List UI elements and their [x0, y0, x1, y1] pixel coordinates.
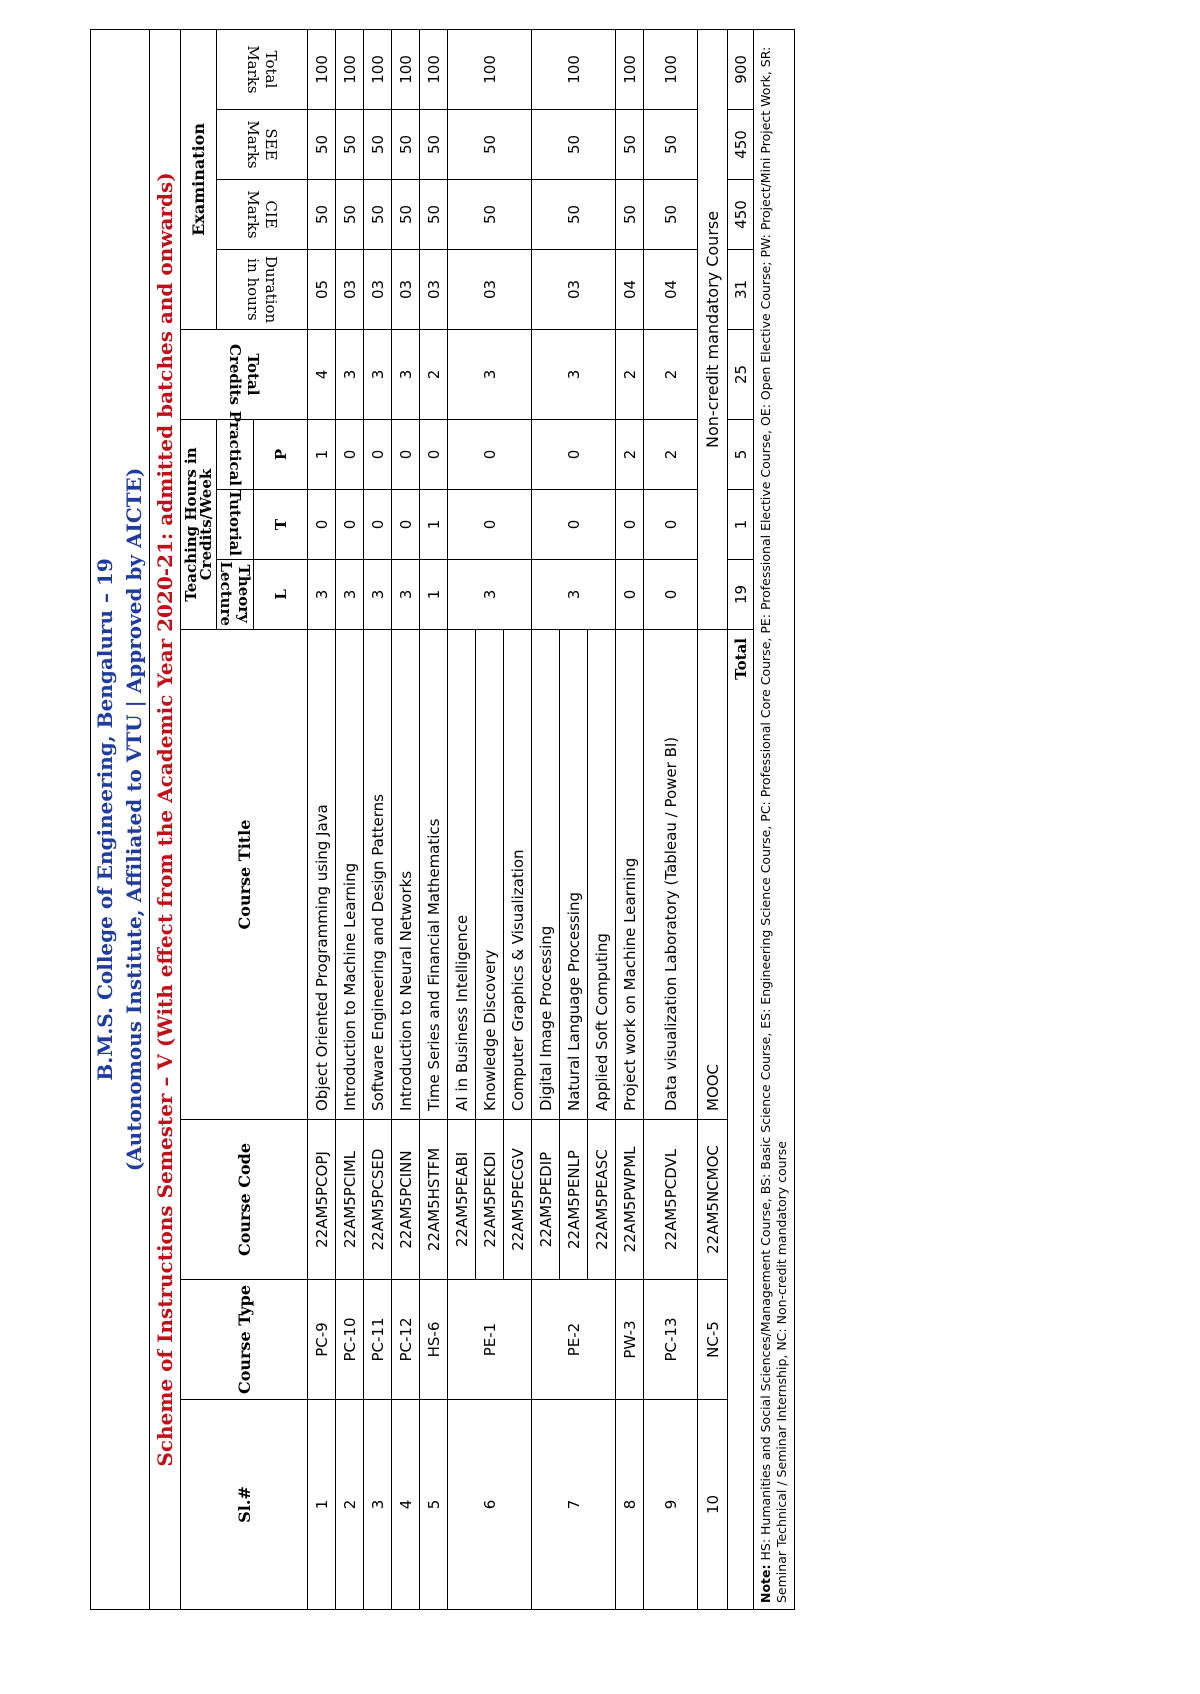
table-row [392, 29, 420, 1609]
row-see: 50 [532, 110, 616, 180]
row-course-code: 22AM5PCDVL [644, 1120, 698, 1280]
col-course-code: Course Code [181, 1120, 308, 1280]
col-sl: Sl.# [181, 1400, 308, 1610]
row-see: 50 [448, 110, 532, 180]
row-course-title: Introduction to Machine Learning [336, 630, 364, 1120]
row-course-code: 22AM5PEDIP [532, 1120, 560, 1280]
row-t: 1 [420, 490, 448, 560]
col-practical [217, 410, 254, 490]
practical-label: Practical [226, 410, 244, 486]
row-t: 0 [616, 490, 644, 560]
row-see: 50 [420, 110, 448, 180]
row-duration: 03 [448, 250, 532, 330]
row-see: 50 [308, 110, 336, 180]
row-credits: 3 [532, 330, 616, 420]
row-course-code: 22AM5PWPML [616, 1120, 644, 1280]
row-total-marks: 100 [364, 29, 392, 109]
row-p: 0 [448, 420, 532, 490]
row-sl: 2 [336, 1400, 364, 1610]
row-sl: 3 [364, 1400, 392, 1610]
row-sl: 9 [644, 1400, 698, 1610]
row-l: 0 [616, 560, 644, 630]
row-p: 0 [336, 420, 364, 490]
non-credit-remark: Non-credit mandatory Course [698, 29, 728, 629]
total-l: 19 [728, 560, 754, 630]
total-credits: 25 [728, 330, 754, 420]
row-course-title: Computer Graphics & Visualization [504, 630, 532, 1120]
total-marks-label: Total Marks [244, 45, 280, 94]
row-course-title: Object Oriented Programming using Java [308, 630, 336, 1120]
total-label: Total [728, 630, 754, 1610]
col-tutorial [217, 490, 254, 560]
row-course-code: 22AM5PEKDI [476, 1120, 504, 1280]
row-course-code: 22AM5PECGV [504, 1120, 532, 1280]
row-course-type: PC-13 [644, 1280, 698, 1400]
row-see: 50 [392, 110, 420, 180]
row-duration: 04 [616, 250, 644, 330]
row-course-title: Knowledge Discovery [476, 630, 504, 1120]
col-p: P [254, 420, 308, 490]
row-total-marks: 100 [420, 29, 448, 109]
theory-lecture-label: Theory Lecture [217, 561, 253, 627]
row-course-code: 22AM5PEASC [588, 1120, 616, 1280]
row-course-title: Project work on Machine Learning [616, 630, 644, 1120]
col-course-title: Course Title [181, 630, 308, 1120]
row-see: 50 [644, 110, 698, 180]
col-t: T [254, 490, 308, 560]
row-credits: 3 [364, 330, 392, 420]
row-course-title: Digital Image Processing [532, 630, 560, 1120]
row-course-title: AI in Business Intelligence [448, 630, 476, 1120]
row-p: 1 [308, 420, 336, 490]
col-duration [217, 250, 308, 330]
row-duration: 03 [336, 250, 364, 330]
rotated-scheme-sheet [90, 40, 980, 1610]
row-sl: 1 [308, 1400, 336, 1610]
note-text: HS: Humanities and Social Sciences/Management Course, BS: Basic Science Course, ES: Engineering Science Course, PC: Professional Core Course, PE: Professional Elective Course, OE: Open Elective Course; PW: Project/Mini Project Work, SR: Seminar Technical / Seminar Internship, NC: Non-credit mandatory course [758, 46, 789, 1603]
row-t: 0 [392, 490, 420, 560]
row-cie: 50 [392, 180, 420, 250]
row-course-code: 22AM5PCSED [364, 1120, 392, 1280]
row-duration: 03 [392, 250, 420, 330]
scheme-table [90, 29, 795, 1610]
row-course-title: MOOC [698, 630, 728, 1120]
row-t: 0 [336, 490, 364, 560]
table-row [448, 29, 476, 1609]
row-course-type: PC-12 [392, 1280, 420, 1400]
row-t: 0 [308, 490, 336, 560]
row-cie: 50 [616, 180, 644, 250]
row-course-code: 22AM5PEABI [448, 1120, 476, 1280]
row-t: 0 [532, 490, 616, 560]
total-duration: 31 [728, 250, 754, 330]
row-course-title: Time Series and Financial Mathematics [420, 630, 448, 1120]
table-row [364, 29, 392, 1609]
row-t: 0 [644, 490, 698, 560]
row-t: 0 [364, 490, 392, 560]
note-label: Note: [758, 1564, 773, 1603]
totals-row [728, 29, 754, 1609]
footnote [754, 29, 795, 1609]
duration-label: Duration in hours [244, 255, 280, 324]
row-course-code: 22AM5PCINN [392, 1120, 420, 1280]
row-credits: 2 [616, 330, 644, 420]
row-course-title: Data visualization Laboratory (Tableau / Power BI) [644, 630, 698, 1120]
col-course-type: Course Type [181, 1280, 308, 1400]
row-total-marks: 100 [336, 29, 364, 109]
cie-label: CIE Marks [244, 190, 280, 239]
total-see: 450 [728, 110, 754, 180]
row-duration: 03 [420, 250, 448, 330]
row-see: 50 [616, 110, 644, 180]
row-l: 3 [364, 560, 392, 630]
total-credits-label: Total Credits [226, 344, 262, 405]
row-course-code: 22AM5HSTFM [420, 1120, 448, 1280]
row-see: 50 [364, 110, 392, 180]
table-row [616, 29, 644, 1609]
row-course-title: Natural Language Processing [560, 630, 588, 1120]
table-row [644, 29, 698, 1609]
row-course-code: 22AM5PCOPJ [308, 1120, 336, 1280]
row-cie: 50 [336, 180, 364, 250]
row-p: 0 [532, 420, 616, 490]
table-row [308, 29, 336, 1609]
row-t: 0 [448, 490, 532, 560]
row-cie: 50 [420, 180, 448, 250]
row-sl: 8 [616, 1400, 644, 1610]
row-course-type: PE-1 [448, 1280, 532, 1400]
row-l: 3 [308, 560, 336, 630]
row-l: 0 [644, 560, 698, 630]
row-course-code: 22AM5PENLP [560, 1120, 588, 1280]
row-cie: 50 [448, 180, 532, 250]
row-sl: 6 [448, 1400, 532, 1610]
table-row [420, 29, 448, 1609]
row-p: 0 [420, 420, 448, 490]
col-see [217, 110, 308, 180]
row-sl: 10 [698, 1400, 728, 1610]
see-label: SEE Marks [244, 120, 280, 169]
row-p: 0 [364, 420, 392, 490]
row-cie: 50 [644, 180, 698, 250]
row-course-type: NC-5 [698, 1280, 728, 1400]
row-credits: 3 [392, 330, 420, 420]
row-p: 2 [644, 420, 698, 490]
row-duration: 03 [364, 250, 392, 330]
total-total: 900 [728, 29, 754, 109]
row-sl: 4 [392, 1400, 420, 1610]
row-course-type: PC-10 [336, 1280, 364, 1400]
row-course-type: PW-3 [616, 1280, 644, 1400]
table-row [336, 29, 364, 1609]
tutorial-label: Tutorial [226, 489, 244, 556]
row-l: 3 [336, 560, 364, 630]
row-total-marks: 100 [644, 29, 698, 109]
row-credits: 3 [336, 330, 364, 420]
row-credits: 4 [308, 330, 336, 420]
row-credits: 2 [420, 330, 448, 420]
total-p: 5 [728, 420, 754, 490]
col-total-marks [217, 29, 308, 109]
row-course-type: PC-11 [364, 1280, 392, 1400]
row-p: 0 [392, 420, 420, 490]
col-theory-lecture [217, 560, 254, 630]
row-total-marks: 100 [532, 29, 616, 109]
row-course-code: 22AM5NCMOC [698, 1120, 728, 1280]
row-credits: 3 [448, 330, 532, 420]
total-cie: 450 [728, 180, 754, 250]
row-total-marks: 100 [448, 29, 532, 109]
col-cie [217, 180, 308, 250]
scheme-line: Scheme of Instructions Semester – V (With effect from the Academic Year 2020-21: admitted batches and onwards) [150, 29, 181, 1609]
col-l: L [254, 560, 308, 630]
col-teaching-hours: Teaching Hours in Credits/Week [181, 420, 217, 630]
row-course-title: Software Engineering and Design Patterns [364, 630, 392, 1120]
row-duration: 04 [644, 250, 698, 330]
row-course-title: Introduction to Neural Networks [392, 630, 420, 1120]
row-duration: 05 [308, 250, 336, 330]
row-course-type: PC-9 [308, 1280, 336, 1400]
row-duration: 03 [532, 250, 616, 330]
row-cie: 50 [364, 180, 392, 250]
total-t: 1 [728, 490, 754, 560]
col-total-credits [181, 330, 308, 420]
row-cie: 50 [308, 180, 336, 250]
row-total-marks: 100 [392, 29, 420, 109]
row-course-type: HS-6 [420, 1280, 448, 1400]
row-l: 1 [420, 560, 448, 630]
table-row [698, 29, 728, 1609]
row-credits: 2 [644, 330, 698, 420]
row-sl: 7 [532, 1400, 616, 1610]
note-row [754, 29, 795, 1609]
row-course-type: PE-2 [532, 1280, 616, 1400]
row-l: 3 [532, 560, 616, 630]
row-course-title: Applied Soft Computing [588, 630, 616, 1120]
row-course-code: 22AM5PCIML [336, 1120, 364, 1280]
row-l: 3 [448, 560, 532, 630]
affiliation-line: (Autonomous Institute, Affiliated to VTU | Approved by AICTE) [119, 29, 150, 1609]
col-examination: Examination [181, 29, 217, 329]
row-cie: 50 [532, 180, 616, 250]
row-sl: 5 [420, 1400, 448, 1610]
row-see: 50 [336, 110, 364, 180]
row-total-marks: 100 [308, 29, 336, 109]
college-title: B.M.S. College of Engineering, Bengaluru – 19 [91, 29, 120, 1609]
row-total-marks: 100 [616, 29, 644, 109]
row-l: 3 [392, 560, 420, 630]
table-row [532, 29, 560, 1609]
row-p: 2 [616, 420, 644, 490]
